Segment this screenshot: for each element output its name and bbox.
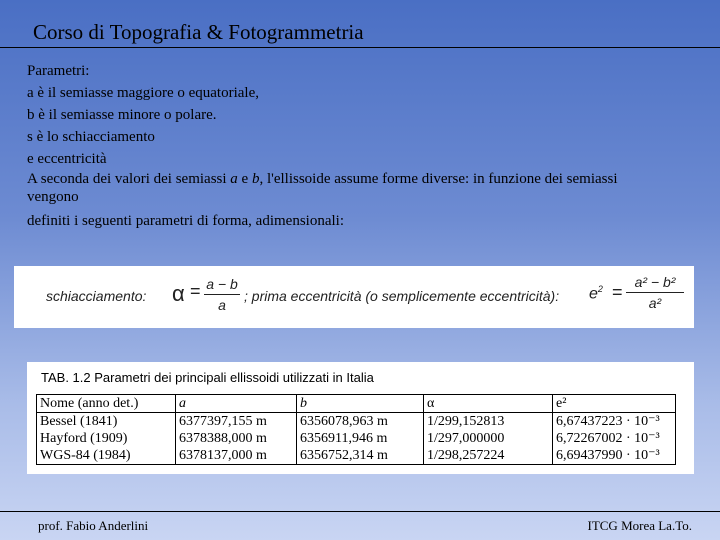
- fraction-denominator: a²: [648, 295, 662, 311]
- table-header: e²: [553, 395, 676, 413]
- table-cell: 6,67437223 · 10⁻³: [553, 413, 676, 431]
- fraction-numerator: a² − b²: [634, 274, 676, 290]
- body-fragment: a: [230, 171, 238, 187]
- table-row: [37, 413, 676, 431]
- table-cell: WGS-84 (1984): [37, 447, 176, 465]
- table-header: Nome (anno det.): [37, 395, 176, 413]
- table-header-row: [37, 395, 676, 413]
- body-fragment: A seconda dei valori dei semiassi: [27, 171, 231, 187]
- ellipsoid-table: [36, 394, 676, 465]
- table-row: [37, 430, 676, 447]
- table-cell: 6378388,000 m: [176, 430, 297, 447]
- table-cell: 6378137,000 m: [176, 447, 297, 465]
- table-cell: 6356911,946 m: [297, 430, 424, 447]
- table-caption: TAB. 1.2 Parametri dei principali ellissoidi utilizzati in Italia: [41, 370, 374, 385]
- fraction-bar: [204, 294, 240, 295]
- body-paragraph: [27, 170, 627, 206]
- fraction-numerator: a − b: [206, 276, 238, 292]
- table-row: [37, 447, 676, 465]
- body-line: b è il semiasse minore o polare.: [27, 107, 217, 123]
- table-cell: 6356752,314 m: [297, 447, 424, 465]
- body-fragment: , l'ellissoide assume forme diverse: in funzione dei semiassi vengono: [27, 171, 618, 205]
- footer-divider: [0, 511, 720, 512]
- table-header: a: [176, 395, 297, 413]
- footer-school: ITCG Morea La.To.: [587, 518, 692, 533]
- table-cell: 1/299,152813: [424, 413, 553, 431]
- table-cell: Bessel (1841): [37, 413, 176, 431]
- body-line: s è lo schiacciamento: [27, 129, 155, 145]
- title-divider: [0, 47, 720, 48]
- body-line: definiti i seguenti parametri di forma, adimensionali:: [27, 213, 344, 229]
- table-cell: 6,72267002 · 10⁻³: [553, 430, 676, 447]
- table-cell: 1/298,257224: [424, 447, 553, 465]
- body-text: [27, 60, 627, 232]
- table-panel: [27, 362, 694, 474]
- formula-box: [14, 266, 694, 328]
- fraction-denominator: a: [218, 297, 226, 313]
- body-line: e eccentricità: [27, 151, 107, 167]
- fraction-eccentricity: [626, 274, 684, 311]
- alpha-symbol: α: [172, 281, 185, 306]
- e-symbol: e: [589, 285, 598, 303]
- equals-sign: =: [190, 281, 201, 301]
- formula-label-flattening: schiacciamento:: [46, 288, 147, 304]
- table-cell: 6377397,155 m: [176, 413, 297, 431]
- slide-title: Corso di Topografia & Fotogrammetria: [33, 20, 364, 44]
- table-header: b: [297, 395, 424, 413]
- table-cell: Hayford (1909): [37, 430, 176, 447]
- body-line: Parametri:: [27, 63, 90, 79]
- body-line: a è il semiasse maggiore o equatoriale,: [27, 85, 259, 101]
- footer-author: prof. Fabio Anderlini: [38, 518, 149, 533]
- e-squared: [589, 284, 603, 303]
- table-header: α: [424, 395, 553, 413]
- table-cell: 6356078,963 m: [297, 413, 424, 431]
- exponent: 2: [597, 284, 603, 294]
- table-cell: 6,69437990 · 10⁻³: [553, 447, 676, 465]
- body-fragment: e: [237, 171, 252, 187]
- table-cell: 1/297,000000: [424, 430, 553, 447]
- equals-sign: =: [612, 282, 623, 302]
- fraction-flattening: [204, 276, 240, 313]
- body-fragment: b: [251, 171, 260, 187]
- formula-label-eccentricity: ; prima eccentricità (o semplicemente eccentricità):: [244, 288, 560, 304]
- fraction-bar: [626, 292, 684, 293]
